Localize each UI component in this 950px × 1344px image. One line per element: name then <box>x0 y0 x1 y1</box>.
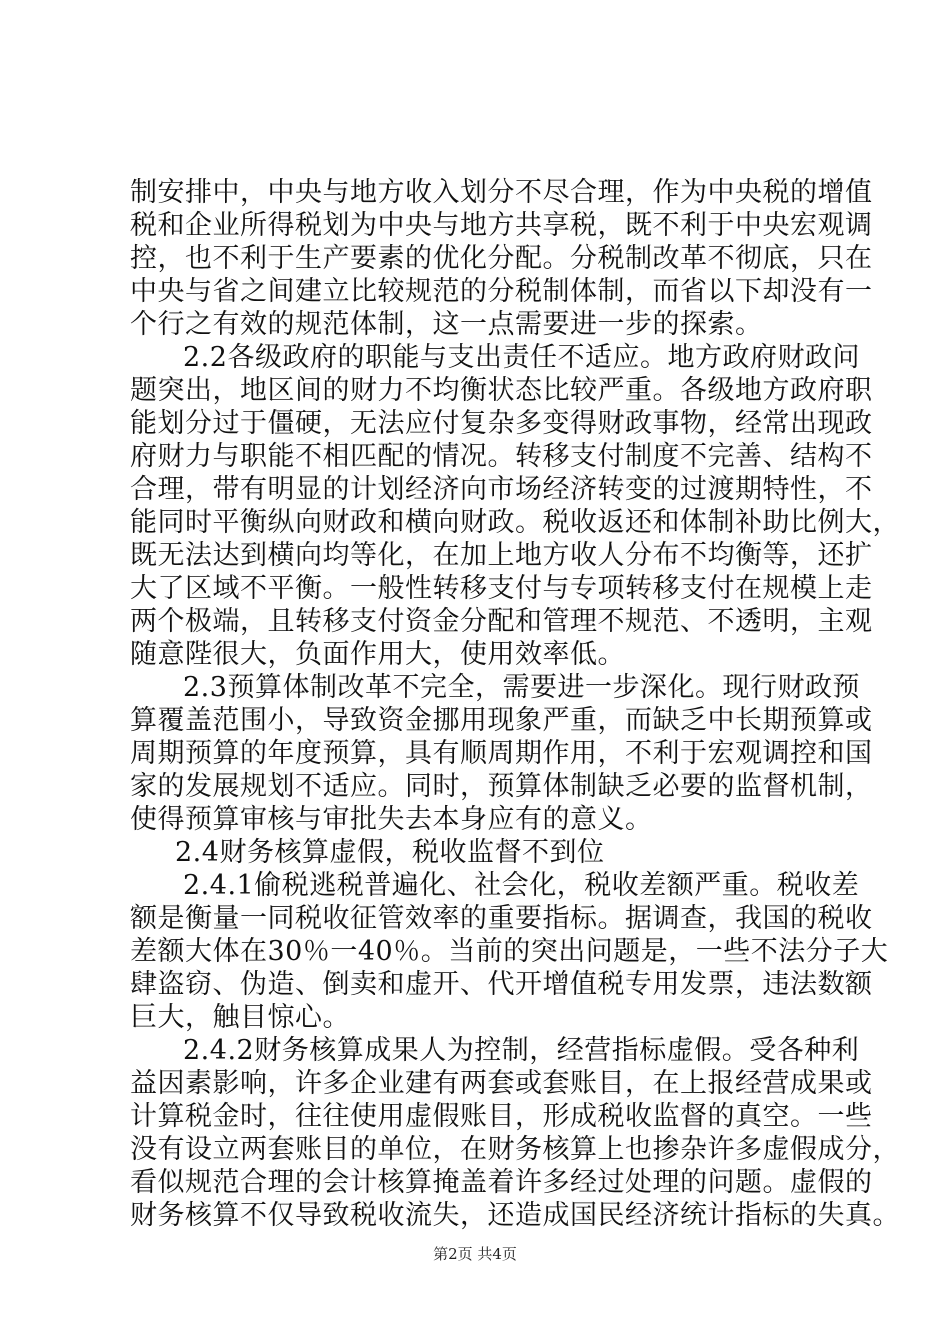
text-line: 没有设立两套账目的单位，在财务核算上也掺杂许多虚假成分， <box>130 1134 900 1165</box>
text-line: 使得预算审核与审批失去本身应有的意义。 <box>130 804 653 835</box>
text-line: 制安排中，中央与地方收入划分不尽合理，作为中央税的增值 <box>130 177 873 208</box>
text-line: 大了区域不平衡。一般性转移支付与专项转移支付在规模上走 <box>130 573 873 604</box>
text-line: 额是衡量一同税收征管效率的重要指标。据调查，我国的税收 <box>130 903 873 934</box>
paragraph-first-line: 2.3预算体制改革不完全，需要进一步深化。现行财政预 <box>183 672 860 703</box>
text-line: 随意陛很大，负面作用大，使用效率低。 <box>130 639 625 670</box>
text-line: 合理，带有明显的计划经济向市场经济转变的过渡期特性，不 <box>130 474 873 505</box>
section-heading: 2.4财务核算虚假，税收监督不到位 <box>175 837 605 868</box>
text-line: 差额大体在30％一40％。当前的突出问题是，一些不法分子大 <box>130 936 889 967</box>
text-line: 府财力与职能不相匹配的情况。转移支付制度不完善、结构不 <box>130 441 873 472</box>
paragraph-first-line: 2.4.2财务核算成果人为控制，经营指标虚假。受各种利 <box>183 1035 860 1066</box>
page-number-footer: 第2页 共4页 <box>433 1245 517 1263</box>
text-line: 计算税金时，往往使用虚假账目，形成税收监督的真空。一些 <box>130 1101 873 1132</box>
paragraph-first-line: 2.4.1偷税逃税普遍化、社会化，税收差额严重。税收差 <box>183 870 860 901</box>
text-line: 中央与省之间建立比较规范的分税制体制，而省以下却没有一 <box>130 276 873 307</box>
text-line: 肆盗窃、伪造、倒卖和虚开、代开增值税专用发票，违法数额 <box>130 969 873 1000</box>
paragraph-first-line: 2.2各级政府的职能与支出责任不适应。地方政府财政问 <box>183 342 860 373</box>
text-line: 周期预算的年度预算，具有顺周期作用，不利于宏观调控和国 <box>130 738 873 769</box>
text-line: 税和企业所得税划为中央与地方共享税，既不利于中央宏观调 <box>130 210 873 241</box>
text-line: 算覆盖范围小，导致资金挪用现象严重，而缺乏中长期预算或 <box>130 705 873 736</box>
text-line: 能同时平衡纵向财政和横向财政。税收返还和体制补助比例大， <box>130 507 900 538</box>
text-line: 控，也不利于生产要素的优化分配。分税制改革不彻底，只在 <box>130 243 873 274</box>
text-line: 益因素影响，许多企业建有两套或套账目，在上报经营成果或 <box>130 1068 873 1099</box>
text-line: 财务核算不仅导致税收流失，还造成国民经济统计指标的失真。 <box>130 1200 900 1231</box>
text-line: 家的发展规划不适应。同时，预算体制缺乏必要的监督机制， <box>130 771 873 802</box>
text-line: 既无法达到横向均等化，在加上地方收人分布不均衡等，还扩 <box>130 540 873 571</box>
text-line: 题突出，地区间的财力不均衡状态比较严重。各级地方政府职 <box>130 375 873 406</box>
text-line: 个行之有效的规范体制，这一点需要进一步的探索。 <box>130 309 763 340</box>
text-line: 看似规范合理的会计核算掩盖着许多经过处理的问题。虚假的 <box>130 1167 873 1198</box>
text-line: 巨大，触目惊心。 <box>130 1002 350 1033</box>
text-line: 两个极端，且转移支付资金分配和管理不规范、不透明，主观 <box>130 606 873 637</box>
text-line: 能划分过于僵硬，无法应付复杂多变得财政事物，经常出现政 <box>130 408 873 439</box>
